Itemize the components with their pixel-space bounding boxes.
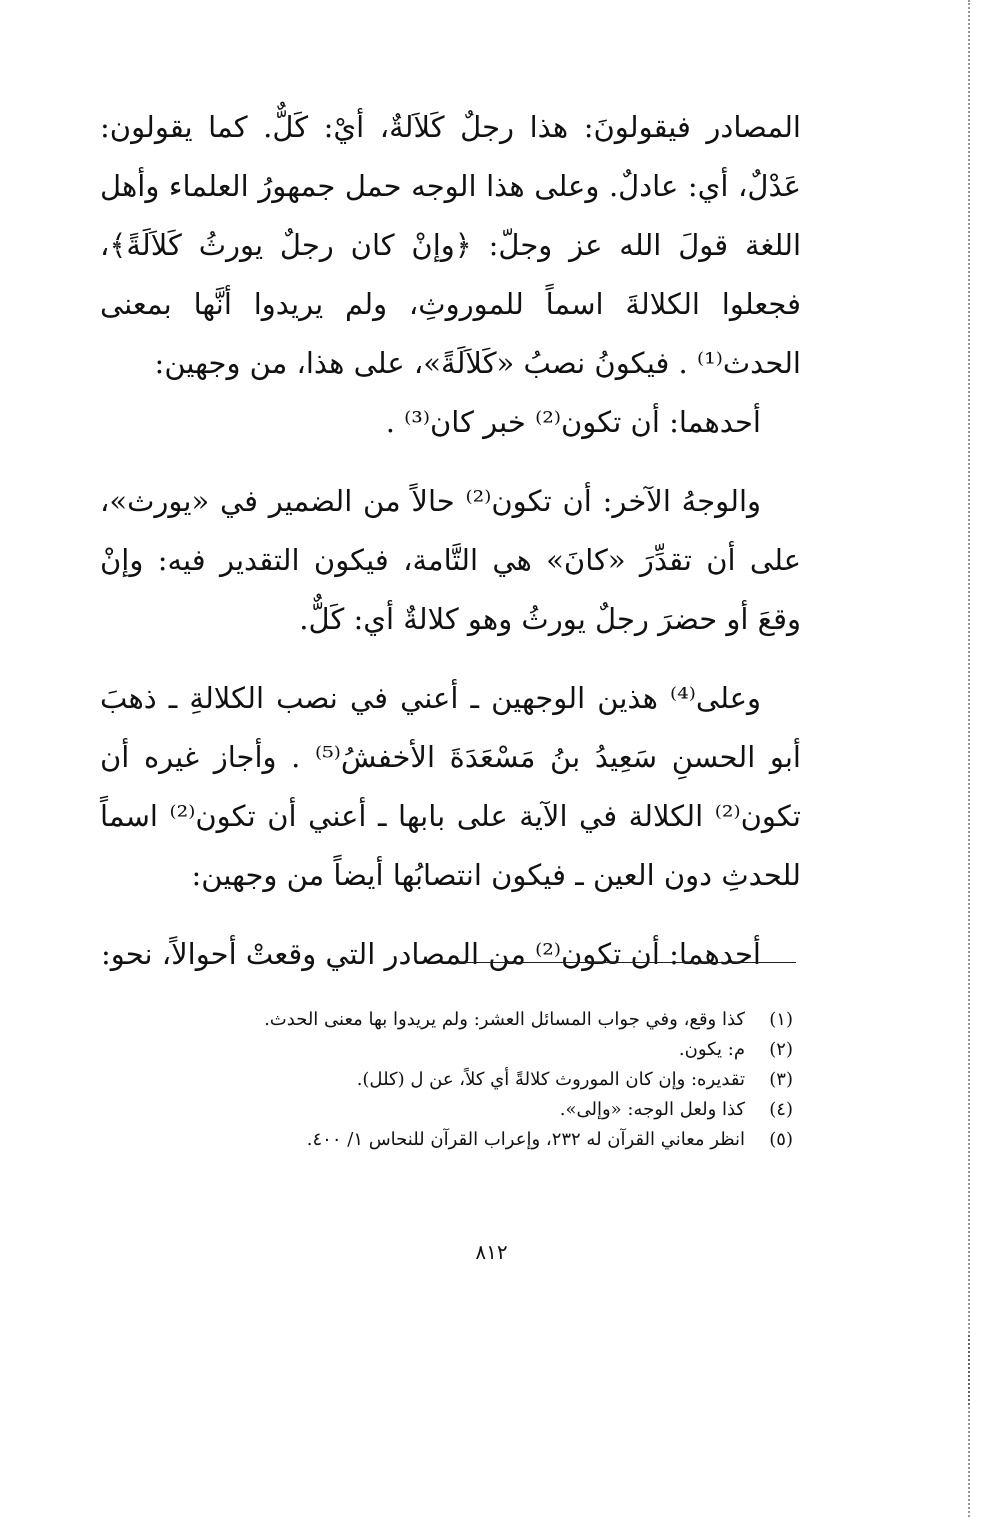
footnote-number: (٣) [769, 1069, 793, 1090]
footnote-number: (٥) [769, 1129, 793, 1150]
paragraph-3: والوجهُ الآخر: أن تكون⁽²⁾ حالاً من الضمير في «يورث»، على أن تقدِّرَ «كانَ» هي التَّامة، فيكون التقدير فيه: وإنْ وقعَ أو حضرَ رجلٌ يورثُ وهو كلالةٌ أي: كَلٌّ. [100, 484, 801, 636]
footnote-3 [120, 1065, 793, 1095]
footnote-text: كذا وقع، وفي جواب المسائل العشر: ولم يريدوا بها معنى الحدث. [264, 1009, 745, 1030]
main-text [100, 98, 801, 984]
scan-margin-mark [968, 1335, 970, 1405]
footnote-text: كذا ولعل الوجه: «وإلى». [559, 1099, 745, 1120]
paragraph-1: المصادر فيقولونَ: هذا رجلٌ كَلاَلةٌ، أيْ: كَلٌّ. كما يقولون: عَدْلٌ، أي: عادلٌ. وعلى هذا الوجه حمل جمهورُ العلماء وأهل اللغة قولَ الله عز وجلّ: ﴿وإنْ كان رجلٌ يورثُ كَلاَلَةً﴾، فجعلوا الكلالةَ اسماً للموروثِ، ولم يريدوا أنَّها بمعنى الحدث⁽¹⁾ . فيكونُ نصبُ «كَلاَلَةً»، على هذا، من وجهين: [100, 110, 801, 380]
footnotes [120, 1005, 793, 1155]
footnote-5 [120, 1125, 793, 1155]
footnote-text: م: يكون. [678, 1039, 745, 1060]
footnote-separator [458, 962, 796, 963]
footnote-text: انظر معاني القرآن له ٢٣٢، وإعراب القرآن للنحاس ١/ ٤٠٠. [306, 1129, 745, 1150]
footnote-2 [120, 1035, 793, 1065]
footnote-4 [120, 1095, 793, 1125]
page-number: ٨١٢ [475, 1240, 508, 1264]
footnote-number: (٢) [769, 1039, 793, 1060]
footnote-number: (٤) [769, 1099, 793, 1120]
scan-margin-line [968, 0, 970, 1517]
footnote-1 [120, 1005, 793, 1035]
paragraph-2: أحدهما: أن تكون⁽²⁾ خبر كان⁽³⁾ . [385, 405, 761, 439]
paragraph-5: أحدهما: أن تكون⁽²⁾ من المصادر التي وقعتْ أحوالاً، نحو: [100, 937, 761, 971]
footnote-number: (١) [769, 1009, 793, 1030]
paragraph-4: وعلى⁽⁴⁾ هذين الوجهين ـ أعني في نصب الكلالةِ ـ ذهبَ أبو الحسنِ سَعِيدُ بنُ مَسْعَدَةَ الأخفشُ⁽⁵⁾ . وأجاز غيره أن تكون⁽²⁾ الكلالة في الآية على بابها ـ أعني أن تكون⁽²⁾ اسماً للحدثِ دون العين ـ فيكون انتصابُها أيضاً من وجهين: [100, 681, 801, 892]
footnote-text: تقديره: وإن كان الموروث كلالةً أي كلاً، عن ل (كلل). [356, 1069, 745, 1090]
